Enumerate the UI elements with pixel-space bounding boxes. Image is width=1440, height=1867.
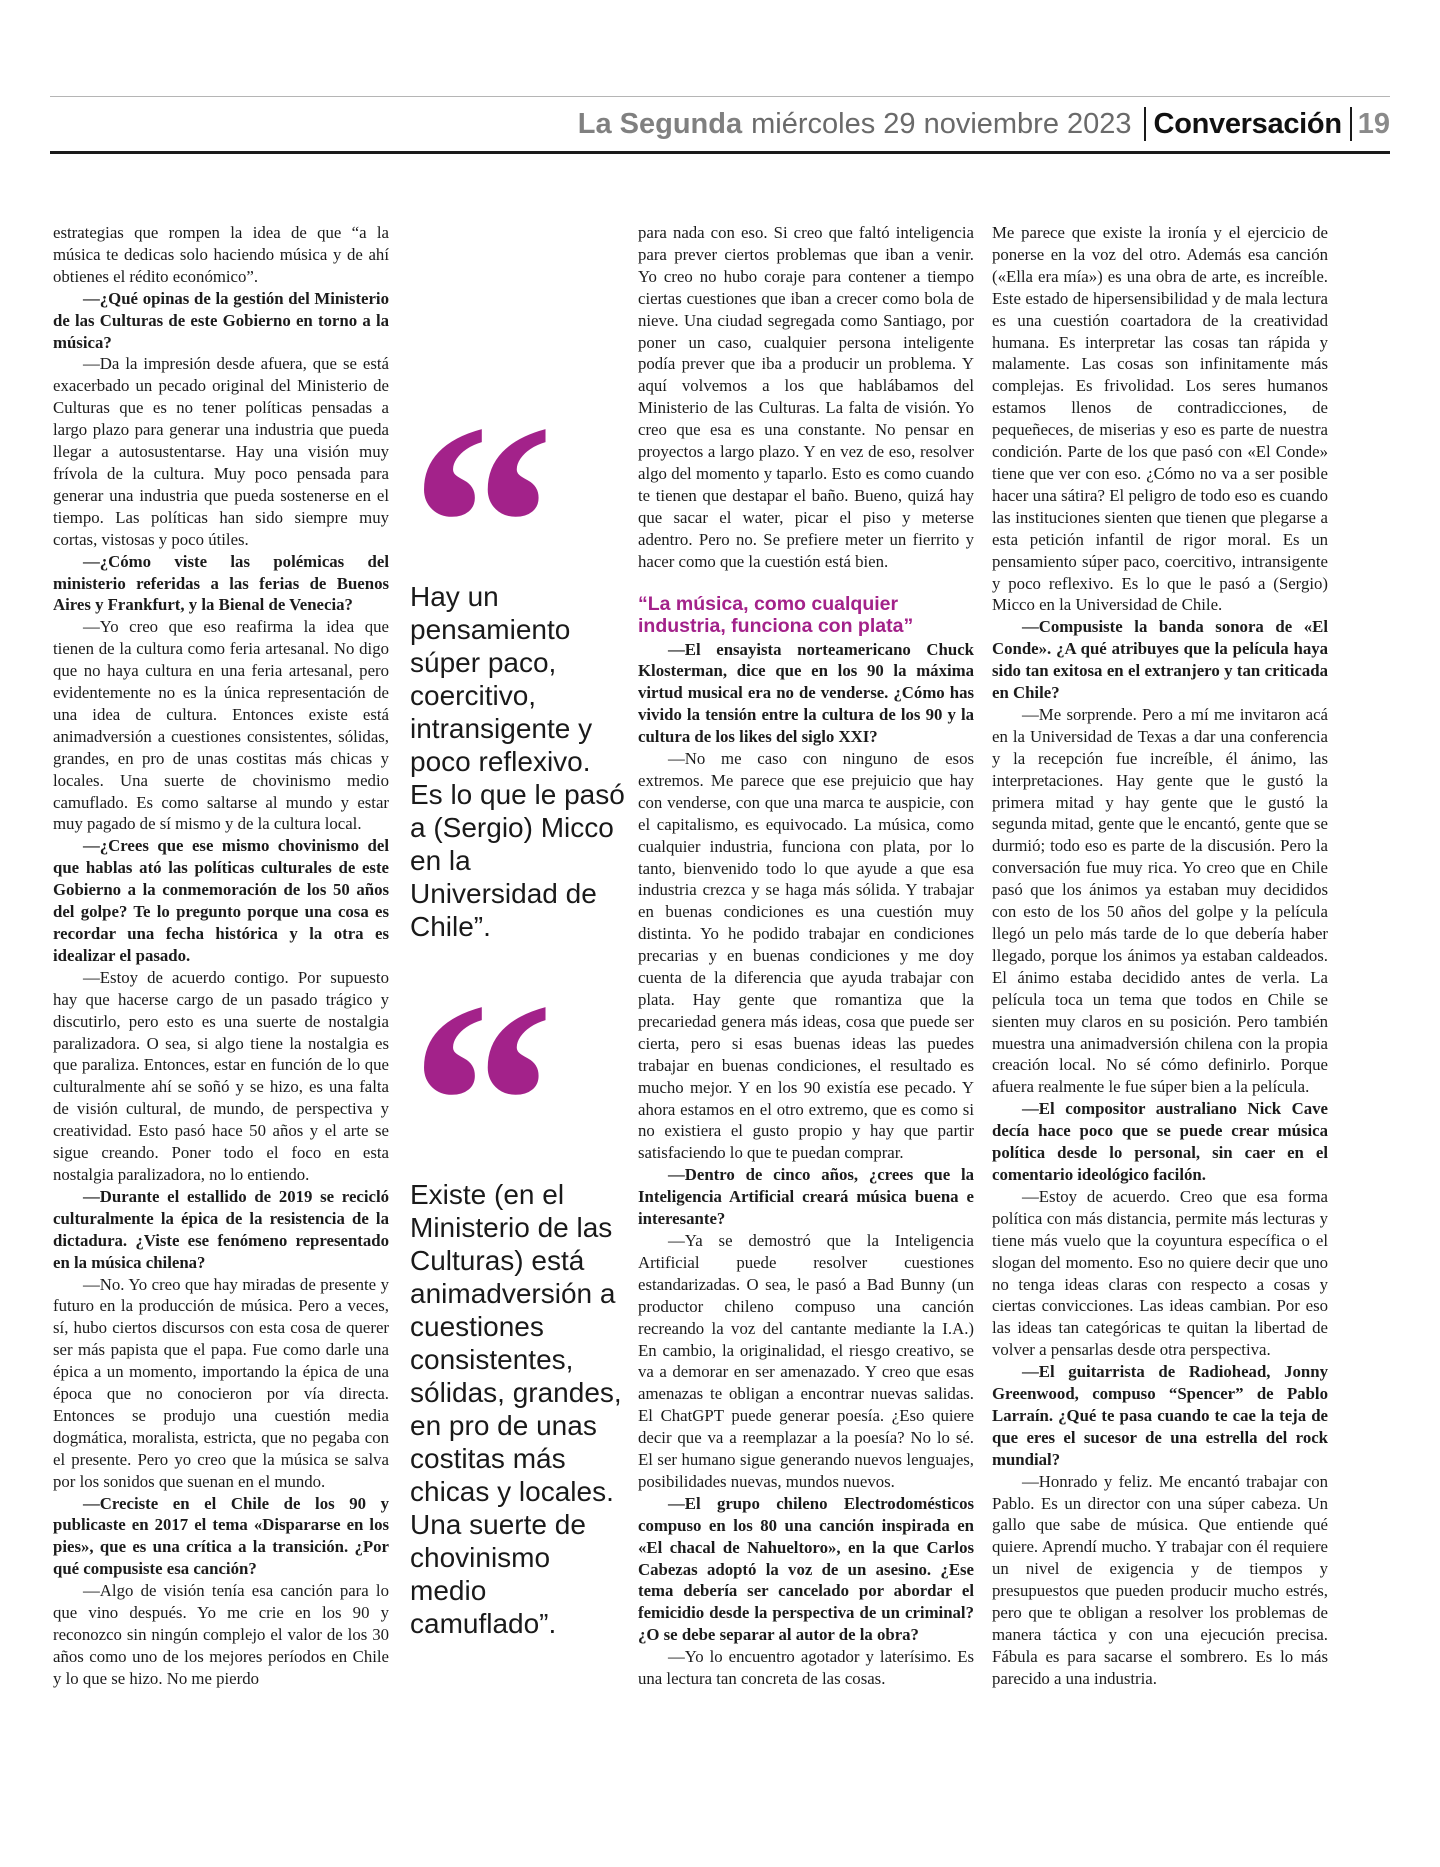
interview-answer: —Yo creo que eso reafirma la idea que tienen de la cultura como feria artesanal. No digo que no haya cultura en una feria artesanal, pero evidentemente no es la única representación de una idea de cultura. Entonces existe está animadversión a cuestiones consistentes, sólidas, grandes, en pro de unas costitas más chicas y locales. Una suerte de chovinismo medio camuflado. Es como saltarse al mundo y estar muy pagado de sí mismo y de la cultura local. [53,617,389,834]
interview-answer: —No me caso con ninguno de esos extremos. Me parece que ese prejuicio que hay con venderse, con que una marca te auspicie, con el capitalismo, es equivocado. La música, como cualquier industria, funciona con plata, por lo tanto, bienvenido todo lo que ayude a que esa industria crezca y se haga más sólida. Y trabajar en buenas condiciones es una cuestión muy distinta. Yo he podido trabajar en condiciones precarias y en buenas condiciones y me doy cuenta de la diferencia que ayuda trabajar con plata. Hay gente que romantiza que la precariedad genera más ideas, cosa que puede ser cierta, pero si esas buenas ideas las puedes trabajar en buenas condiciones, el resultado es mucho mejor. Y en los 90 existía ese pecado. Y ahora estamos en el otro extremo, que es como si no existiera el gusto propio y hay que partir satisfaciendo lo que te puedan comprar. [638,749,974,1163]
header-bottom-rule [50,151,1390,154]
interview-answer: —Da la impresión desde afuera, que se está exacerbado un pecado original del Ministerio de Culturas que es no tener políticas pensadas a largo plazo para generar una industria que pueda llegar a autosustentarse. Hay una visión muy frívola de la cultura. Muy poco pensada para generar una industria que pueda sostenerse en el tiempo. Las políticas han sido siempre muy cortas, vistosas y poco útiles. [53,354,389,549]
interview-question: —¿Qué opinas de la gestión del Ministerio de las Culturas de este Gobierno en torno a la música? [53,288,389,352]
interview-answer: —Honrado y feliz. Me encantó trabajar con Pablo. Es un director con una súper cabeza. Un gallo que sabe de música. Que entiende qué quiere. Aprendí mucho. Y trabajar con él requiere un nivel de exigencia y de tiempos y presupuestos que pueden producir mucho estrés, pero que te obligan a resolver los problemas de manera táctica y con una ejecución precisa. Fábula es para sacarse el sombrero. Es lo más parecido a una industria. [992,1471,1328,1688]
masthead-divider [1144,107,1146,141]
masthead-divider-2 [1350,107,1352,141]
interview-question: —El compositor australiano Nick Cave decía hace poco que se puede crear música política desde lo personal, sin caer en el comentario ideológico facilón. [992,1099,1328,1184]
interview-question: —Compusiste la banda sonora de «El Conde». ¿A qué atribuyes que la película haya sido tan exitosa en el extranjero y tan criticada en Chile? [992,617,1328,703]
interview-answer: —Estoy de acuerdo. Creo que esa forma política con más distancia, permite más lecturas y tiene más vuelo que la coyuntura específica o el slogan del momento. Eso no quiere decir que uno no tenga ideas claras con respecto a cosas y ciertas convicciones. Las ideas cambian. Por eso las ideas tan categóricas te quitan la libertad de volver a pensarlas desde otra perspectiva. [992,1186,1328,1360]
interview-answer: —Ya se demostró que la Inteligencia Artificial puede resolver cuestiones estandarizadas. O sea, le pasó a Bad Bunny (un productor chileno compuso una canción recreando la voz del cantante mediante la I.A.) En cambio, la originalidad, el riesgo creativo, se va a demorar en ser amenazado. Y creo que esas amenazas te obligan a encontrar nuevas salidas. El ChatGPT puede generar poesía. ¿Eso quiere decir que va a reemplazar a la poesía? No lo sé. El ser humano sigue generando nuevos lenguajes, posibilidades nuevas, mundos nuevos. [638,1230,974,1491]
interview-answer: —Algo de visión tenía esa canción para lo que vino después. Yo me crie en los 90 y reconozco sin ningún complejo el valor de los 30 años como uno de los mejores períodos en Chile y lo que se hizo. No me pierdo [53,1581,389,1688]
section-subheading: “La música, como cualquier industria, funciona con plata” [638,592,914,637]
pull-quote-text: Existe (en el Ministerio de las Culturas) está animadversión a cuestiones consistentes, sólidas, grandes, en pro de unas costitas más chicas y locales. Una suerte de chovinismo medio camuflado”. [410,1179,622,1639]
interview-question: —¿Crees que ese mismo chovinismo del que hablas ató las políticas culturales de este Gobierno a la conmemoración de los 50 años del golpe? Te lo pregunto porque una cosa es recordar una fecha histórica y la otra es idealizar el pasado. [53,836,389,965]
article-column-3 [992,222,1328,1822]
interview-question: —Durante el estallido de 2019 se recicló culturalmente la épica de la resistencia de la dictadura. ¿Viste ese fenómeno representado en la música chilena? [53,1186,389,1272]
interview-answer: —Me sorprende. Pero a mí me invitaron acá en la Universidad de Texas a dar una conferencia y la recepción fue increíble, él ánimo, las interpretaciones. Hay gente que le gustó la primera mitad y hay gente que le gustó la segunda mitad, gente que le encantó, gente que se durmió; todo eso es parte de la discusión. Pero la conversación fue muy rica. Yo creo que en Chile pasó que los ánimos ya estaban muy decididos con esto de los 50 años del golpe y la película llegó un pelo más tarde de lo que debería haber llegado, porque los ánimos ya estaban caldeados. El ánimo estaba decidido antes de verla. La película toca un tema que todos en Chile se sienten muy claros en su posición. Pero también muestra una animadversión chilena con la propia creación local. No sé cómo definirlo. Porque afuera realmente le fue súper bien a la película. [992,704,1328,1097]
interview-question: —Creciste en el Chile de los 90 y publicaste en 2017 el tema «Dispararse en los pies», que es una crítica a la transición. ¿Por qué compusiste esa canción? [53,1493,389,1579]
interview-question: —¿Cómo viste las polémicas del ministerio referidas a las ferias de Buenos Aires y Frankfurt, y la Bienal de Venecia? [53,551,389,615]
article-column-1 [53,222,389,1822]
interview-answer: —Yo lo encuentro agotador y laterísimo. Es una lectura tan concreta de las cosas. [638,1647,974,1689]
quote-mark-icon [410,425,625,580]
quote-mark-icon [410,1003,625,1158]
masthead [50,101,1390,147]
interview-answer: —Estoy de acuerdo contigo. Por supuesto hay que hacerse cargo de un pasado trágico y discutirlo, pero esto es una suerte de nostalgia paralizadora. O sea, si algo tiene la nostalgia es que paraliza. Entonces, estar en función de lo que culturalmente ahí se soñó y se hizo, es una falta de visión cultural, de mundo, de perspectiva y creatividad. Esto pasó hace 50 años y el arte se sigue creando. Poner todo el foco en esta nostalgia paralizadora, no lo entiendo. [53,967,389,1184]
publication-name: La Segunda [577,107,743,140]
paragraph: Me parece que existe la ironía y el ejercicio de ponerse en la voz del otro. Además esa canción («Ella era mía») es una obra de arte, es increíble. Este estado de hipersensibilidad y de mala lectura es una cuestión coartadora de la creatividad humana. Es interpretar las cosas tan rápida y malamente. Las cosas son infinitamente más complejas. Es frivolidad. Los seres humanos estamos llenos de contradicciones, de pequeñeces, de miserias y eso es parte de nuestra condición. Parte de los que pasó con «El Conde» tiene que ver con eso. ¿Cómo no va a ser posible hacer una sátira? El peligro de todo eso es cuando las instituciones sienten que tienen que plegarse a esta petición infantil de rigor moral. Es un pensamiento súper paco, coercitivo, intransigente y poco reflexivo. Es lo que le pasó a (Sergio) Micco en la Universidad de Chile. [992,223,1328,615]
interview-question: —El grupo chileno Electrodomésticos compuso en los 80 una canción inspirada en «El chacal de Nahueltoro», en la que Carlos Cabezas adoptó la voz de un asesino. ¿Ese tema debería ser cancelado por abordar el femicidio desde la perspectiva de un criminal? ¿O se debe separar al autor de la obra? [638,1493,974,1645]
article-column-2 [638,222,974,1822]
paragraph: estrategias que rompen la idea de que “a la música te dedicas solo haciendo música y de ahí obtienes el rédito económico”. [53,223,389,286]
issue-date: miércoles 29 noviembre 2023 [751,107,1132,140]
pull-quote-text: Hay un pensamiento súper paco, coercitivo, intransigente y poco reflexivo. Es lo que le pasó a (Sergio) Micco en la Universidad de Chile”. [410,581,625,942]
paragraph: para nada con eso. Si creo que faltó inteligencia para prever ciertos problemas que iban a venir. Yo creo no hubo coraje para contener a tiempo ciertas cuestiones que iban a crecer como bola de nieve. Una ciudad segregada como Santiago, por poner un caso, cualquier persona inteligente podía prever que iba a producir un problema. Y aquí volvemos a los que hablábamos del Ministerio de las Culturas. La falta de visión. Yo creo que esa es una constante. No pensar en proyectos a largo plazo. Y en vez de eso, resolver algo del momento y taparlo. Esto es como cuando te tienen que destapar el baño. Bueno, quizá hay que sacar el water, picar el piso y meterse adentro. Pero no. Se prefiere meter un fierrito y hacer como que la cuestión está bien. [638,223,974,571]
section-name: Conversación [1153,107,1342,140]
pull-quote-2 [410,1003,625,1640]
header-top-rule [50,96,1390,97]
pull-quote-1 [410,425,625,943]
interview-question: —El guitarrista de Radiohead, Jonny Greenwood, compuso “Spencer” de Pablo Larraín. ¿Qué te pasa cuando te cae la teja de que eres el sucesor de una estrella del rock mundial? [992,1362,1328,1469]
page-number: 19 [1357,107,1390,140]
interview-question: —El ensayista norteamericano Chuck Klosterman, dice que en los 90 la máxima virtud musical era no de venderse. ¿Cómo has vivido la tensión entre la cultura de los 90 y la cultura de los likes del siglo XXI? [638,639,974,747]
interview-question: —Dentro de cinco años, ¿crees que la Inteligencia Artificial creará música buena e interesante? [638,1165,974,1229]
interview-answer: —No. Yo creo que hay miradas de presente y futuro en la producción de música. Pero a veces, sí, hubo ciertos discursos con esta cosa de querer ser más papista que el papa. Fue como darle una épica a un momento, importando la épica de una época que no conocieron por vía directa. Entonces se produjo una cuestión media dogmática, moralista, estricta, que no pegaba con el presente. Pero yo creo que la música se salva por los sonidos que suenan en el mundo. [53,1274,389,1491]
